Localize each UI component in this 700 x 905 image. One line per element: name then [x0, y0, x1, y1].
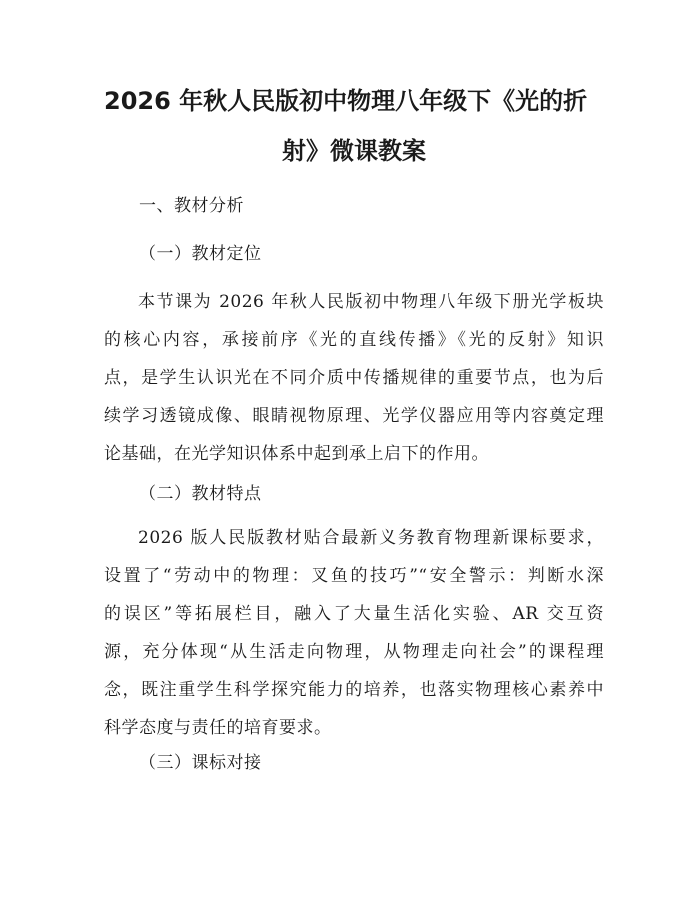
paragraph-line: 源，充分体现“从生活走向物理，从物理走向社会”的课程理: [104, 642, 604, 662]
paragraph-line: 设置了“劳动中的物理：叉鱼的技巧”“安全警示：判断水深: [104, 566, 604, 586]
paragraph-line: 点，是学生认识光在不同介质中传播规律的重要节点，也为后: [104, 368, 604, 388]
subheading-curriculum-alignment: （三）课标对接: [139, 753, 262, 773]
paragraph-line: 念，既注重学生科学探究能力的培养，也落实物理核心素养中: [104, 680, 604, 700]
paragraph-line: 本节课为 2026 年秋人民版初中物理八年级下册光学板块: [138, 292, 604, 312]
section-heading-textbook-analysis: 一、教材分析: [139, 196, 244, 216]
subheading-textbook-features: （二）教材特点: [139, 484, 262, 504]
paragraph-line: 科学态度与责任的培育要求。: [104, 718, 332, 738]
paragraph-line: 论基础，在光学知识体系中起到承上启下的作用。: [104, 444, 489, 464]
paragraph-textbook-features: [104, 519, 604, 747]
paragraph-line: 的核心内容，承接前序《光的直线传播》《光的反射》知识: [104, 330, 604, 350]
paragraph-line: 的误区”等拓展栏目，融入了大量生活化实验、AR 交互资: [104, 604, 604, 624]
title-line-1: 2026 年秋人民版初中物理八年级下《光的折: [104, 87, 588, 115]
subheading-textbook-position: （一）教材定位: [139, 244, 262, 264]
paragraph-textbook-position: [104, 283, 604, 473]
paragraph-line: 续学习透镜成像、眼睛视物原理、光学仪器应用等内容奠定理: [104, 406, 604, 426]
paragraph-line: 2026 版人民版教材贴合最新义务教育物理新课标要求，: [138, 528, 604, 548]
document-title: [104, 76, 604, 176]
title-line-2: 射》微课教案: [282, 137, 426, 165]
